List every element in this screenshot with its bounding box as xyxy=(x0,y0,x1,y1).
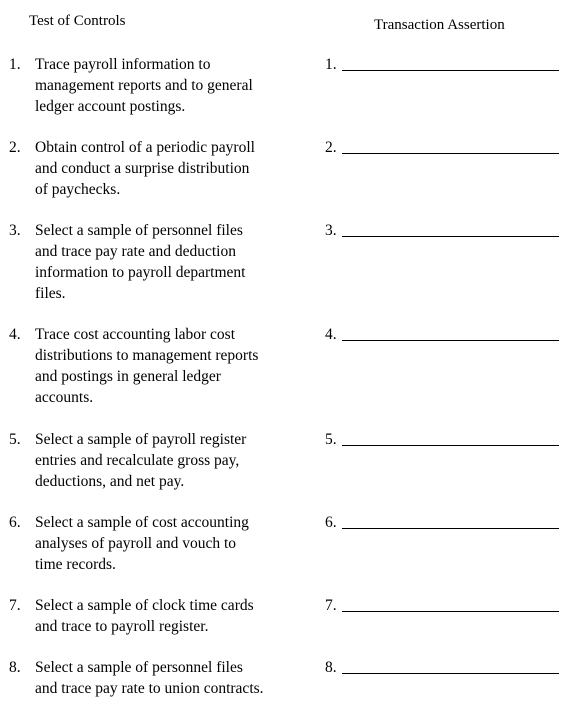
item-text-line: Select a sample of cost accounting xyxy=(35,514,249,531)
item-text-line: ledger account postings. xyxy=(35,98,186,115)
header-test-of-controls: Test of Controls xyxy=(29,13,126,29)
answer-number: 7. xyxy=(325,597,337,614)
item-text-line: analyses of payroll and vouch to xyxy=(35,535,237,552)
answer-number: 4. xyxy=(325,326,337,343)
answer-number: 6. xyxy=(325,514,337,531)
item-text-line: information to payroll department xyxy=(35,264,246,281)
item-text xyxy=(35,324,305,408)
answer-number: 2. xyxy=(325,139,337,156)
item-text-line: Obtain control of a periodic payroll xyxy=(35,139,255,156)
item-text-line: of paychecks. xyxy=(35,181,121,198)
item-text-line: Trace payroll information to xyxy=(35,56,211,73)
item-text-line: time records. xyxy=(35,556,116,573)
item-text xyxy=(35,595,305,637)
item-text-line: and postings in general ledger xyxy=(35,368,221,385)
header-transaction-assertion: Transaction Assertion xyxy=(374,17,505,33)
answer-blank-1[interactable] xyxy=(342,70,559,71)
item-number: 3. xyxy=(9,222,21,239)
answer-number: 3. xyxy=(325,222,337,239)
answer-blank-7[interactable] xyxy=(342,611,559,612)
answer-blank-8[interactable] xyxy=(342,673,559,674)
item-text-line: accounts. xyxy=(35,389,94,406)
answer-blank-5[interactable] xyxy=(342,445,559,446)
answer-number: 1. xyxy=(325,56,337,73)
item-number: 7. xyxy=(9,597,21,614)
answer-number: 5. xyxy=(325,431,337,448)
item-text-line: and conduct a surprise distribution xyxy=(35,160,250,177)
answer-blank-3[interactable] xyxy=(342,236,559,237)
answer-blank-6[interactable] xyxy=(342,528,559,529)
item-text xyxy=(35,512,305,575)
answer-blank-4[interactable] xyxy=(342,340,559,341)
item-text-line: and trace pay rate and deduction xyxy=(35,243,236,260)
item-number: 5. xyxy=(9,431,21,448)
item-text-line: and trace pay rate to union contracts. xyxy=(35,680,264,697)
item-text-line: Select a sample of personnel files xyxy=(35,222,243,239)
item-text xyxy=(35,220,305,304)
item-text-line: Select a sample of personnel files xyxy=(35,659,243,676)
answer-blank-2[interactable] xyxy=(342,153,559,154)
item-text-line: deductions, and net pay. xyxy=(35,473,185,490)
item-text xyxy=(35,54,305,117)
item-number: 6. xyxy=(9,514,21,531)
item-number: 1. xyxy=(9,56,21,73)
item-text xyxy=(35,429,305,492)
answer-number: 8. xyxy=(325,659,337,676)
item-text-line: Select a sample of payroll register xyxy=(35,431,247,448)
item-number: 2. xyxy=(9,139,21,156)
item-text-line: files. xyxy=(35,285,66,302)
item-text xyxy=(35,137,305,200)
item-text-line: Select a sample of clock time cards xyxy=(35,597,254,614)
item-text-line: entries and recalculate gross pay, xyxy=(35,452,240,469)
item-text-line: management reports and to general xyxy=(35,77,253,94)
item-text xyxy=(35,657,305,699)
item-text-line: and trace to payroll register. xyxy=(35,618,209,635)
item-text-line: Trace cost accounting labor cost xyxy=(35,326,236,343)
item-number: 4. xyxy=(9,326,21,343)
item-number: 8. xyxy=(9,659,21,676)
item-text-line: distributions to management reports xyxy=(35,347,259,364)
